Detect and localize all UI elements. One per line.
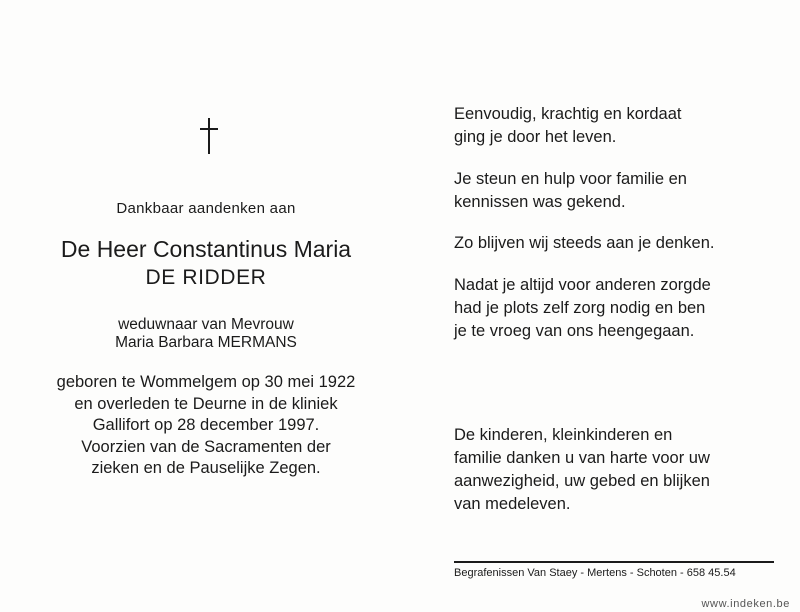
poem-line: Nadat je altijd voor anderen zorgde xyxy=(454,276,711,294)
poem-line: had je plots zelf zorg nodig en ben xyxy=(454,299,706,317)
poem-line: Zo blijven wij steeds aan je denken. xyxy=(454,234,715,252)
poem-line: ging je door het leven. xyxy=(454,128,617,146)
bio-line: geboren te Wommelgem op 30 mei 1922 xyxy=(56,373,356,391)
widower-line: weduwnaar van Mevrouw xyxy=(118,316,294,333)
poem-stanza xyxy=(454,103,681,149)
poem-stanza xyxy=(454,168,687,214)
cross-icon xyxy=(198,118,220,158)
divider xyxy=(454,561,774,563)
thanks-line: aanwezigheid, uw gebed en blijken xyxy=(454,472,710,490)
spouse-name: Maria Barbara MERMANS xyxy=(115,334,297,351)
poem-stanza xyxy=(454,232,715,255)
thanks-line: van medeleven. xyxy=(454,495,571,513)
poem-line: Eenvoudig, krachtig en kordaat xyxy=(454,105,682,123)
watermark: www.indeken.be xyxy=(701,598,790,610)
poem-stanza xyxy=(454,274,711,343)
biography xyxy=(10,372,402,480)
poem-line: je te vroeg van ons heengegaan. xyxy=(454,322,695,340)
poem-line: kennissen was gekend. xyxy=(454,193,626,211)
bio-line: zieken en de Pauselijke Zegen. xyxy=(91,459,321,477)
deceased-name: De Heer Constantinus Maria xyxy=(60,236,352,262)
thanks-line: De kinderen, kleinkinderen en xyxy=(454,426,673,444)
bio-line: en overleden te Deurne in de kliniek xyxy=(74,394,338,413)
poem-line: Je steun en hulp voor familie en xyxy=(454,170,687,188)
deceased-surname: DE RIDDER xyxy=(145,266,267,289)
thanks-text xyxy=(454,424,710,516)
bio-line: Voorzien van de Sacramenten der xyxy=(81,437,331,456)
bio-line: Gallifort op 28 december 1997. xyxy=(92,416,320,434)
intro-text: Dankbaar aandenken aan xyxy=(116,200,296,217)
printer-credit: Begrafenissen Van Staey - Mertens - Schoten - 658 45.54 xyxy=(454,567,736,579)
thanks-line: familie danken u van harte voor uw xyxy=(454,449,710,467)
